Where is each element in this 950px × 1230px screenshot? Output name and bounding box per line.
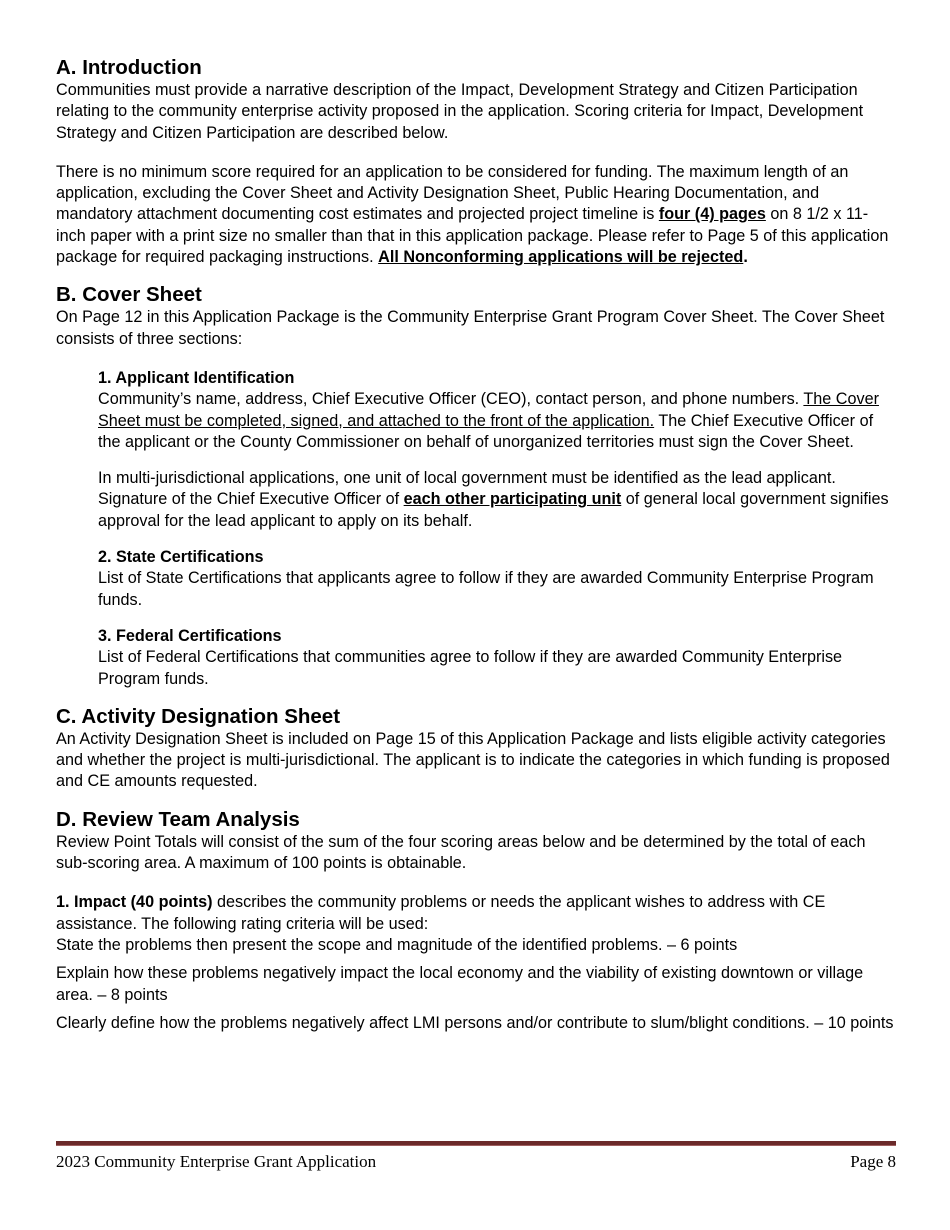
activity-designation-heading: C. Activity Designation Sheet — [56, 704, 341, 728]
review-team-paragraph: Review Point Totals will consist of the sum of the four scoring areas below and be determined by the total of each sub-scoring area. A maximum of 100 points is obtainable. — [56, 832, 866, 873]
cover-sheet-items — [98, 368, 896, 690]
federal-certifications-text: List of Federal Certifications that communities agree to follow if they are awarded Community Enterprise Program funds. — [98, 648, 843, 688]
impact-paragraph: 1. Impact (40 points) describes the community problems or needs the applicant wishes to address with CE assistance. The following rating criteria will be used: — [56, 893, 826, 933]
multi-jurisdictional-text: In multi-jurisdictional applications, one unit of local government must be identified as the lead applicant. Signature of the Chief Executive Officer of each other participating unit of general local government signifies approval for the lead applicant to apply on its behalf. — [98, 469, 889, 530]
footer-title: 2023 Community Enterprise Grant Application — [56, 1152, 377, 1171]
cover-sheet-paragraph: On Page 12 in this Application Package is the Community Enterprise Grant Program Cover Sheet. The Cover Sheet consists of three sections: — [56, 308, 885, 348]
introduction-paragraph-2: There is no minimum score required for an application to be considered for funding. The maximum length of an application, excluding the Cover Sheet and Activity Designation Sheet, Public Hearing Documentation, and mandatory attachment documenting cost estimates and projected project timeline is four (4) pages on 8 1/2 x 11-inch paper with a print size no smaller than that in this application package. Please refer to Page 5 of this application package for required packaging instructions. All Nonconforming applications will be rejected. — [56, 162, 889, 267]
introduction-paragraph-1: Communities must provide a narrative description of the Impact, Development Strategy and Citizen Participation relating to the community enterprise activity proposed in the application. Scoring criteria for Impact, Development Strategy and Citizen Participation are described below. — [56, 81, 864, 142]
impact-title: 1. Impact (40 points) — [56, 893, 213, 912]
page-number: Page 8 — [850, 1152, 896, 1171]
section-introduction — [56, 56, 896, 268]
page-footer — [56, 1152, 896, 1172]
review-team-heading: D. Review Team Analysis — [56, 807, 300, 831]
section-cover-sheet — [56, 283, 896, 689]
activity-designation-paragraph: An Activity Designation Sheet is included on Page 15 of this Application Package and lists eligible activity categories and whether the project is multi-jurisdictional. The applicant is to indicate the categories in which funding is proposed and CE amounts requested. — [56, 729, 890, 791]
document-body — [56, 56, 896, 1034]
impact-criteria-2: Explain how these problems negatively impact the local economy and the viability of existing downtown or village area. – 8 points — [56, 964, 864, 1004]
federal-certifications-title: 3. Federal Certifications — [98, 626, 282, 645]
rejection-notice: All Nonconforming applications will be rejected — [378, 248, 744, 267]
applicant-identification-title: 1. Applicant Identification — [98, 368, 295, 387]
impact-criteria-1: State the problems then present the scope and magnitude of the identified problems. – 6 points — [56, 935, 738, 954]
section-activity-designation — [56, 705, 896, 793]
state-certifications-text: List of State Certifications that applicants agree to follow if they are awarded Community Enterprise Program funds. — [98, 569, 874, 609]
participating-unit-emphasis: each other participating unit — [403, 490, 622, 509]
footer-divider — [56, 1141, 896, 1146]
state-certifications-title: 2. State Certifications — [98, 548, 264, 567]
page-limit-emphasis: four (4) pages — [658, 205, 766, 224]
section-review-team — [56, 808, 896, 1034]
cover-sheet-heading: B. Cover Sheet — [56, 283, 202, 307]
impact-criteria-3: Clearly define how the problems negatively affect LMI persons and/or contribute to slum/blight conditions. – 10 points — [56, 1013, 894, 1032]
cover-sheet-requirement: The Cover Sheet must be completed, signed, and attached to the front of the application. — [98, 390, 879, 430]
introduction-heading: A. Introduction — [56, 56, 202, 79]
applicant-identification-text: Community’s name, address, Chief Executive Officer (CEO), contact person, and phone numbers. The Cover Sheet must be completed, signed, and attached to the front of the application. The Chief Executive Officer of the applicant or the County Commissioner on behalf of unorganized territories must sign the Cover Sheet. — [98, 390, 879, 451]
